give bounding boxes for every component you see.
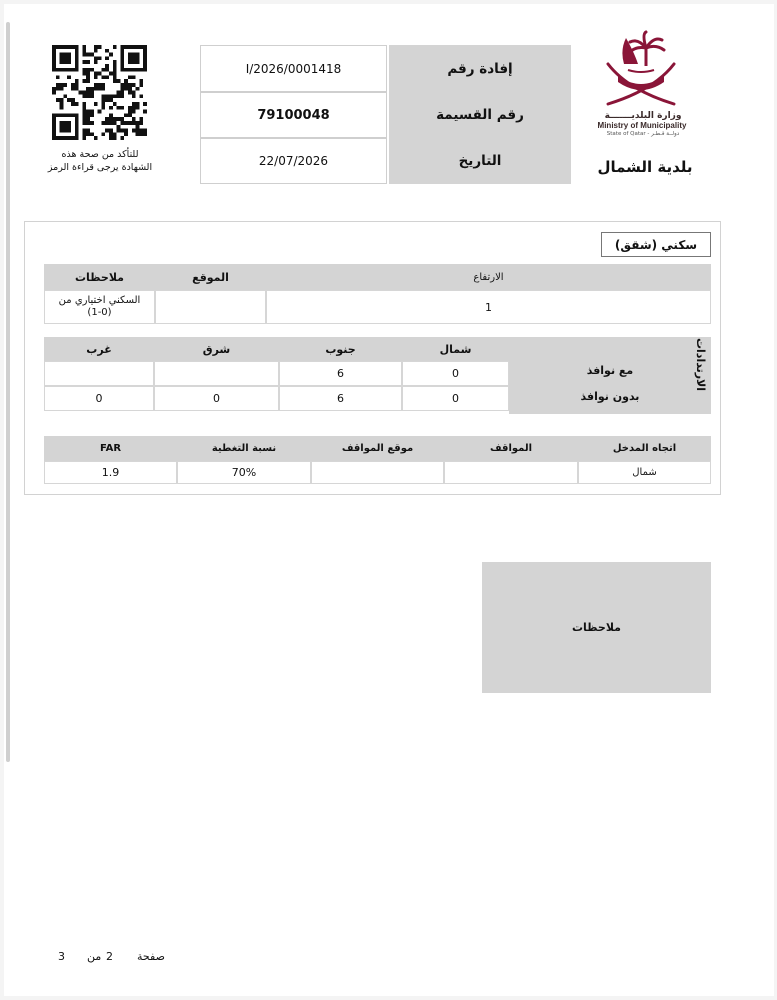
with-windows-label: مع نوافذ (586, 364, 634, 377)
municipality-name: بلدية الشمال (597, 158, 693, 176)
south-header: جنوب (279, 337, 402, 361)
without-windows-label: بدون نوافذ (580, 390, 640, 403)
state-name: State of Qatar - دولــة قـطـر (606, 131, 680, 137)
parcel-number: 79100048 (200, 92, 387, 138)
location-header: الموقع (155, 264, 266, 290)
parking-header: المواقف (444, 436, 578, 461)
west-header: غرب (44, 337, 154, 361)
certificate-label: إفادة رقم (389, 45, 571, 92)
without-windows-north: 0 (402, 386, 509, 411)
ministry-emblem-icon (598, 30, 684, 110)
parking-location-header: موقع المواقف (311, 436, 444, 461)
zoning-category: سكني (شقق) (601, 232, 711, 257)
without-windows-west: 0 (44, 386, 154, 411)
ministry-name-ar: وزارة البلديـــــــة (604, 111, 682, 121)
entrance-direction-header: اتجاه المدخل (578, 436, 711, 461)
east-header: شرق (154, 337, 279, 361)
date-label: التاريخ (389, 138, 571, 184)
footer-of-word: من (87, 950, 102, 963)
ministry-name-en: Ministry of Municipality (597, 121, 687, 130)
parcel-label: رقم القسيمة (389, 92, 571, 138)
footer-page-word: صفحة (137, 950, 165, 963)
coverage-header: نسبة التغطية (177, 436, 311, 461)
qr-caption (30, 148, 170, 174)
height-header: الارتفاع (266, 264, 711, 290)
setbacks-title: الارتدادات (694, 337, 707, 391)
parking-value (444, 461, 578, 484)
far-header: FAR (44, 436, 177, 461)
qr-caption-line2: الشهادة يرجى قراءة الرمز (47, 162, 153, 173)
scrollbar[interactable] (6, 22, 10, 762)
with-windows-north: 0 (402, 361, 509, 386)
coverage-value: 70% (177, 461, 311, 484)
notes-header: ملاحظات (44, 264, 155, 290)
footer-page-number: 2 (106, 950, 113, 963)
parking-location-value (311, 461, 444, 484)
notes-value (44, 290, 155, 324)
qr-code (52, 45, 147, 140)
with-windows-south: 6 (279, 361, 402, 386)
without-windows-south: 6 (279, 386, 402, 411)
location-value (155, 290, 266, 324)
notes-box: ملاحظات (482, 562, 711, 693)
date-value: 22/07/2026 (200, 138, 387, 184)
with-windows-west (44, 361, 154, 386)
north-header: شمال (402, 337, 509, 361)
without-windows-east: 0 (154, 386, 279, 411)
notes-value-line1: السكني اختياري من (58, 295, 141, 306)
notes-value-line2: (1-0) (87, 307, 112, 318)
entrance-direction-value: شمال (578, 461, 711, 484)
height-value: 1 (266, 290, 711, 324)
far-value: 1.9 (44, 461, 177, 484)
certificate-number: I/2026/0001418 (200, 45, 387, 92)
footer-total-pages: 3 (58, 950, 65, 963)
qr-caption-line1: للتأكد من صحة هذه (61, 149, 139, 160)
with-windows-east (154, 361, 279, 386)
